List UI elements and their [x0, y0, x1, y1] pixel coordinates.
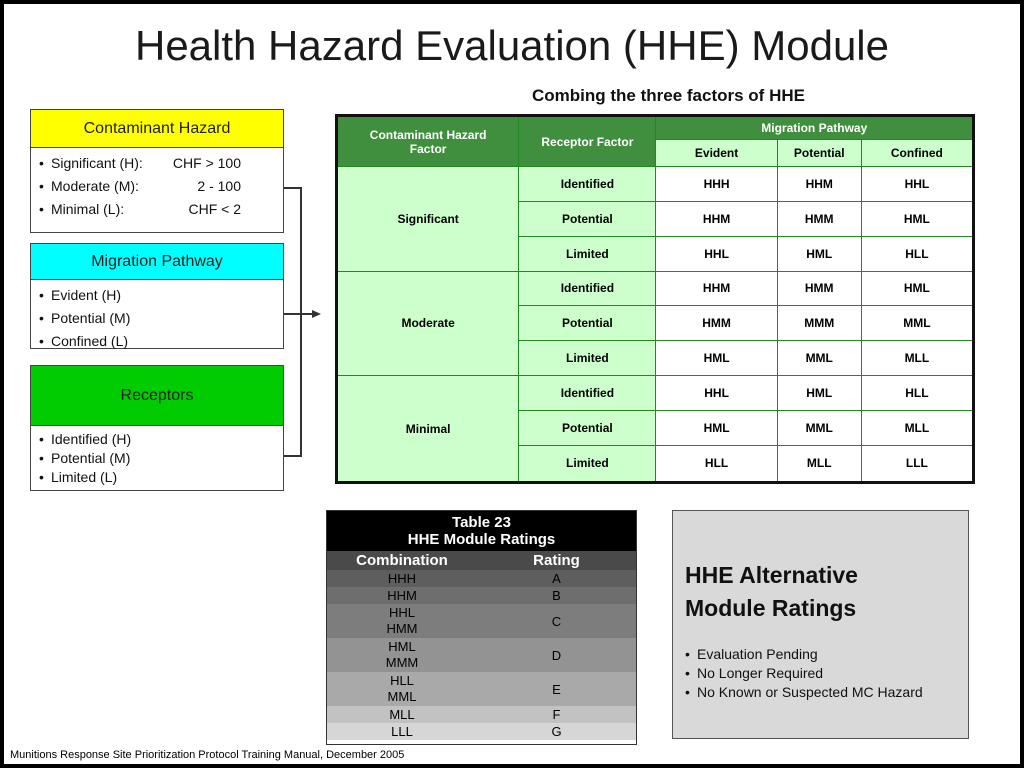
footer-text: Munitions Response Site Prioritization Protocol Training Manual, December 2005 — [10, 749, 405, 761]
receptor-cell: Identified — [519, 271, 656, 306]
rating-cell: E — [552, 681, 561, 697]
list-item: • Limited (L) — [39, 468, 275, 487]
receptor-cell: Limited — [519, 341, 656, 376]
main-table-caption: Combing the three factors of HHE — [532, 86, 805, 105]
connector-line — [284, 187, 301, 189]
combination-code: HHH — [387, 570, 417, 586]
combination-cell — [327, 673, 477, 705]
table-row — [327, 604, 636, 638]
rating-cell: C — [551, 613, 562, 629]
value-cell: HMM — [656, 306, 777, 341]
receptor-cell: Identified — [519, 376, 656, 411]
combination-code: HML — [388, 639, 416, 654]
alternative-title-line1: HHE Alternative — [685, 562, 858, 588]
table-23-header-row — [327, 551, 636, 570]
page-title: Health Hazard Evaluation (HHE) Module — [134, 22, 889, 69]
receptor-cell: Limited — [519, 236, 656, 271]
receptor-cell: Potential — [519, 201, 656, 236]
value-cell: MML — [861, 306, 973, 341]
list-item: • Evident (H) — [39, 284, 275, 307]
value-cell: HML — [777, 236, 861, 271]
value-cell: MLL — [777, 445, 861, 482]
hazard-level-value: CHF < 2 — [188, 201, 241, 217]
receptor-cell: Limited — [519, 445, 656, 482]
combination-cell — [327, 588, 477, 604]
col-header-evident: Evident — [656, 140, 777, 167]
hazard-level-label: • Minimal (L): — [51, 201, 125, 217]
value-cell: HLL — [861, 376, 973, 411]
table-23-body — [327, 570, 636, 740]
rating-cell: D — [551, 647, 562, 663]
rating-cell: A — [552, 571, 561, 586]
receptors-box — [30, 365, 284, 491]
arrow-right-icon — [312, 310, 321, 318]
table-23-title — [327, 511, 636, 551]
factor-cell: Minimal — [337, 376, 519, 483]
migration-pathway-header: Migration Pathway — [31, 244, 283, 280]
rating-cell: G — [551, 724, 562, 739]
connector-line — [284, 455, 301, 457]
col-header-potential: Potential — [777, 140, 861, 167]
factor-cell: Significant — [337, 167, 519, 272]
col-header-receptor: Receptor Factor — [519, 116, 656, 167]
list-item: • No Known or Suspected MC Hazard — [685, 683, 923, 702]
combination-code: MMM — [385, 655, 419, 670]
value-cell: HHL — [656, 376, 777, 411]
value-cell: HML — [861, 271, 973, 306]
value-cell: HHL — [861, 167, 973, 202]
value-cell: HLL — [861, 236, 973, 271]
table-row — [327, 587, 636, 604]
hazard-level-value: CHF > 100 — [172, 155, 241, 171]
combination-code: HHL — [388, 605, 415, 620]
receptor-cell: Identified — [519, 167, 656, 202]
combination-cell — [327, 571, 477, 587]
col-header-factor: Contaminant Hazard Factor — [337, 116, 519, 167]
value-cell: HHM — [656, 201, 777, 236]
table-row — [327, 672, 636, 706]
table-23-title-line1: Table 23 — [452, 514, 511, 531]
value-cell: HHL — [656, 236, 777, 271]
value-cell: HMM — [777, 271, 861, 306]
value-cell: MMM — [777, 306, 861, 341]
combination-code: HHM — [387, 587, 417, 603]
receptor-cell: Potential — [519, 306, 656, 341]
contaminant-hazard-box — [30, 109, 284, 233]
table-row — [327, 723, 636, 740]
list-item: • Potential (M) — [39, 307, 275, 330]
alternative-ratings-title — [685, 559, 858, 625]
hazard-level-label: • Moderate (M): — [51, 178, 139, 194]
list-item — [39, 198, 275, 221]
table-row — [337, 376, 974, 411]
list-item: • No Longer Required — [685, 664, 923, 683]
combination-code: HMM — [386, 621, 418, 636]
combination-cell — [327, 639, 477, 671]
value-cell: HML — [656, 341, 777, 376]
contaminant-hazard-list — [31, 148, 283, 225]
alternative-title-line2: Module Ratings — [685, 595, 857, 621]
connector-line — [284, 313, 314, 315]
table-23-title-line2: HHE Module Ratings — [407, 531, 556, 548]
receptor-cell: Potential — [519, 410, 656, 445]
table-row — [327, 638, 636, 672]
alternative-ratings-box — [672, 510, 969, 739]
combination-cell — [327, 707, 477, 723]
alternative-ratings-list — [685, 645, 923, 702]
value-cell: LLL — [861, 445, 973, 482]
hazard-level-label: • Significant (H): — [51, 155, 143, 171]
combination-cell — [327, 724, 477, 740]
table-row — [327, 570, 636, 587]
combination-code: HLL — [390, 673, 414, 688]
value-cell: HMM — [777, 201, 861, 236]
migration-pathway-box — [30, 243, 284, 349]
table-row — [337, 167, 974, 202]
receptors-list — [31, 426, 283, 491]
value-cell: HHM — [656, 271, 777, 306]
slide — [4, 4, 1020, 764]
contaminant-hazard-header: Contaminant Hazard — [31, 110, 283, 148]
combination-code: MLL — [389, 706, 415, 722]
combination-code: LLL — [391, 723, 413, 739]
value-cell: HHM — [777, 167, 861, 202]
factor-cell: Moderate — [337, 271, 519, 376]
value-cell: HML — [656, 410, 777, 445]
list-item: • Identified (H) — [39, 430, 275, 449]
rating-cell: F — [552, 707, 561, 722]
list-item — [39, 175, 275, 198]
table-row — [337, 271, 974, 306]
list-item: • Confined (L) — [39, 330, 275, 353]
value-cell: MML — [777, 341, 861, 376]
col-header-migration: Migration Pathway — [656, 116, 974, 140]
combination-cell — [327, 605, 477, 637]
list-item — [39, 152, 275, 175]
list-item: • Evaluation Pending — [685, 645, 923, 664]
table-23-ratings — [326, 510, 637, 745]
rating-cell: B — [552, 588, 561, 603]
value-cell: MLL — [861, 341, 973, 376]
value-cell: HHH — [656, 167, 777, 202]
receptors-header: Receptors — [31, 366, 283, 426]
migration-pathway-list — [31, 280, 283, 357]
hazard-level-value: 2 - 100 — [197, 178, 241, 194]
hhe-combination-table — [335, 114, 975, 484]
value-cell: MML — [777, 410, 861, 445]
value-cell: MLL — [861, 410, 973, 445]
value-cell: HML — [777, 376, 861, 411]
table-row — [327, 706, 636, 723]
col-header-rating: Rating — [533, 552, 580, 569]
col-header-combination: Combination — [356, 552, 448, 569]
value-cell: HML — [861, 201, 973, 236]
value-cell: HLL — [656, 445, 777, 482]
col-header-confined: Confined — [861, 140, 973, 167]
list-item: • Potential (M) — [39, 449, 275, 468]
combination-code: MML — [387, 689, 417, 704]
connector-line — [300, 187, 302, 457]
